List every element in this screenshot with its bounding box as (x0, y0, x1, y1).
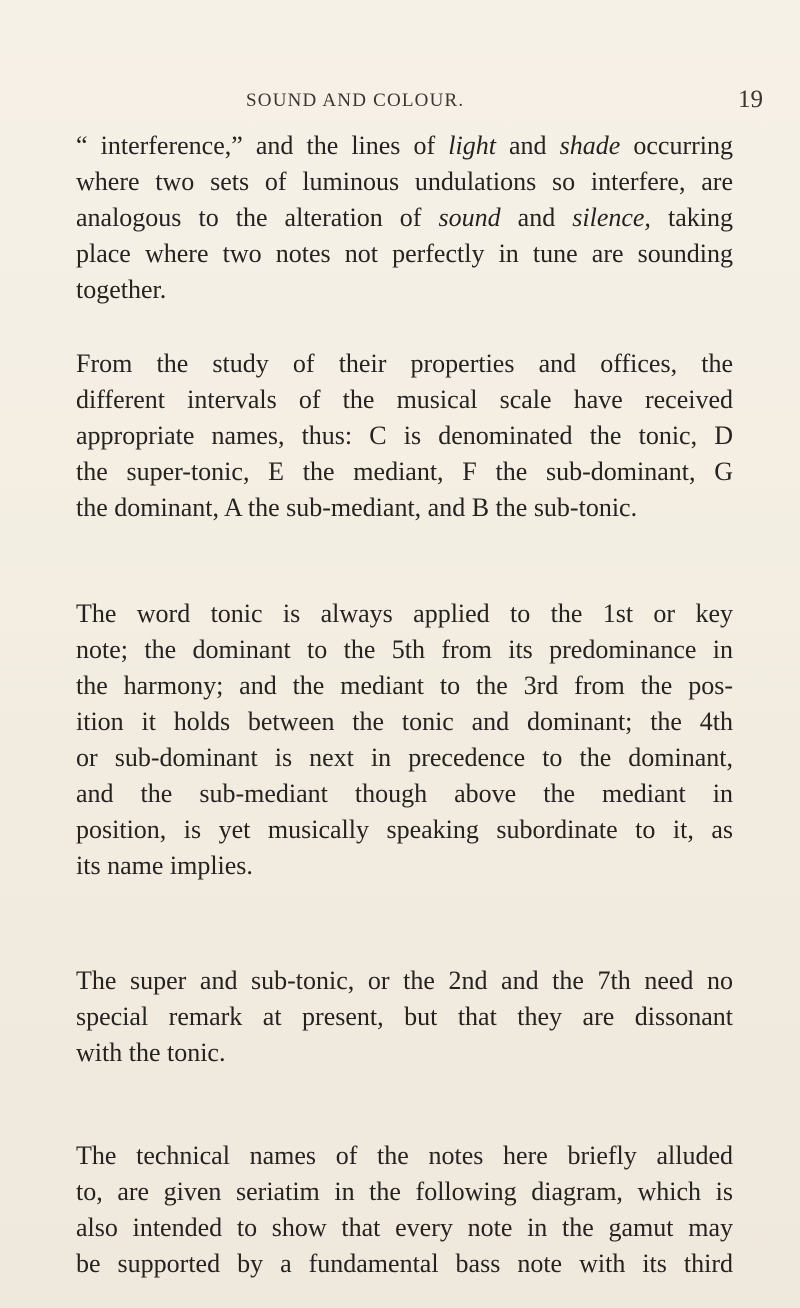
text-line: ition it holds between the tonic and dominant; the 4th (76, 707, 733, 736)
text-line: or sub-dominant is next in precedence to the dominant, (76, 743, 733, 772)
text-line: From the study of their properties and offices, the (76, 349, 733, 378)
text-line: “ interference,” and the lines of light and shade occurring (76, 131, 733, 160)
text-line: the harmony; and the mediant to the 3rd from the pos- (76, 671, 733, 700)
text-line: The word tonic is always applied to the 1st or key (76, 599, 733, 628)
text-line: the dominant, A the sub-mediant, and B the sub-tonic. (76, 493, 638, 522)
text-line: with the tonic. (76, 1038, 226, 1067)
text-line: note; the dominant to the 5th from its predominance in (76, 635, 733, 664)
text-line: be supported by a fundamental bass note with its third (76, 1249, 733, 1278)
page-number: 19 (738, 86, 763, 113)
text-line: The technical names of the notes here briefly alluded (76, 1141, 733, 1170)
running-head (0, 88, 800, 118)
text-line: appropriate names, thus: C is denominated the tonic, D (76, 421, 733, 450)
text-line: to, are given seriatim in the following diagram, which is (76, 1177, 733, 1206)
text-line: position, is yet musically speaking subordinate to it, as (76, 815, 733, 844)
text-line: analogous to the alteration of sound and silence, taking (76, 203, 733, 232)
text-line: The super and sub-tonic, or the 2nd and the 7th need no (76, 966, 733, 995)
text-line: its name implies. (76, 851, 253, 880)
text-line: also intended to show that every note in the gamut may (76, 1213, 733, 1242)
text-line: and the sub-mediant though above the mediant in (76, 779, 733, 808)
text-line: place where two notes not perfectly in tune are sounding (76, 239, 733, 268)
text-line: where two sets of luminous undulations so interfere, are (76, 167, 733, 196)
text-line: together. (76, 275, 167, 304)
text-line: different intervals of the musical scale have received (76, 385, 733, 414)
text-line: the super-tonic, E the mediant, F the sub-dominant, G (76, 457, 733, 486)
running-title: SOUND AND COLOUR. (246, 90, 465, 111)
text-line: special remark at present, but that they are dissonant (76, 1002, 733, 1031)
